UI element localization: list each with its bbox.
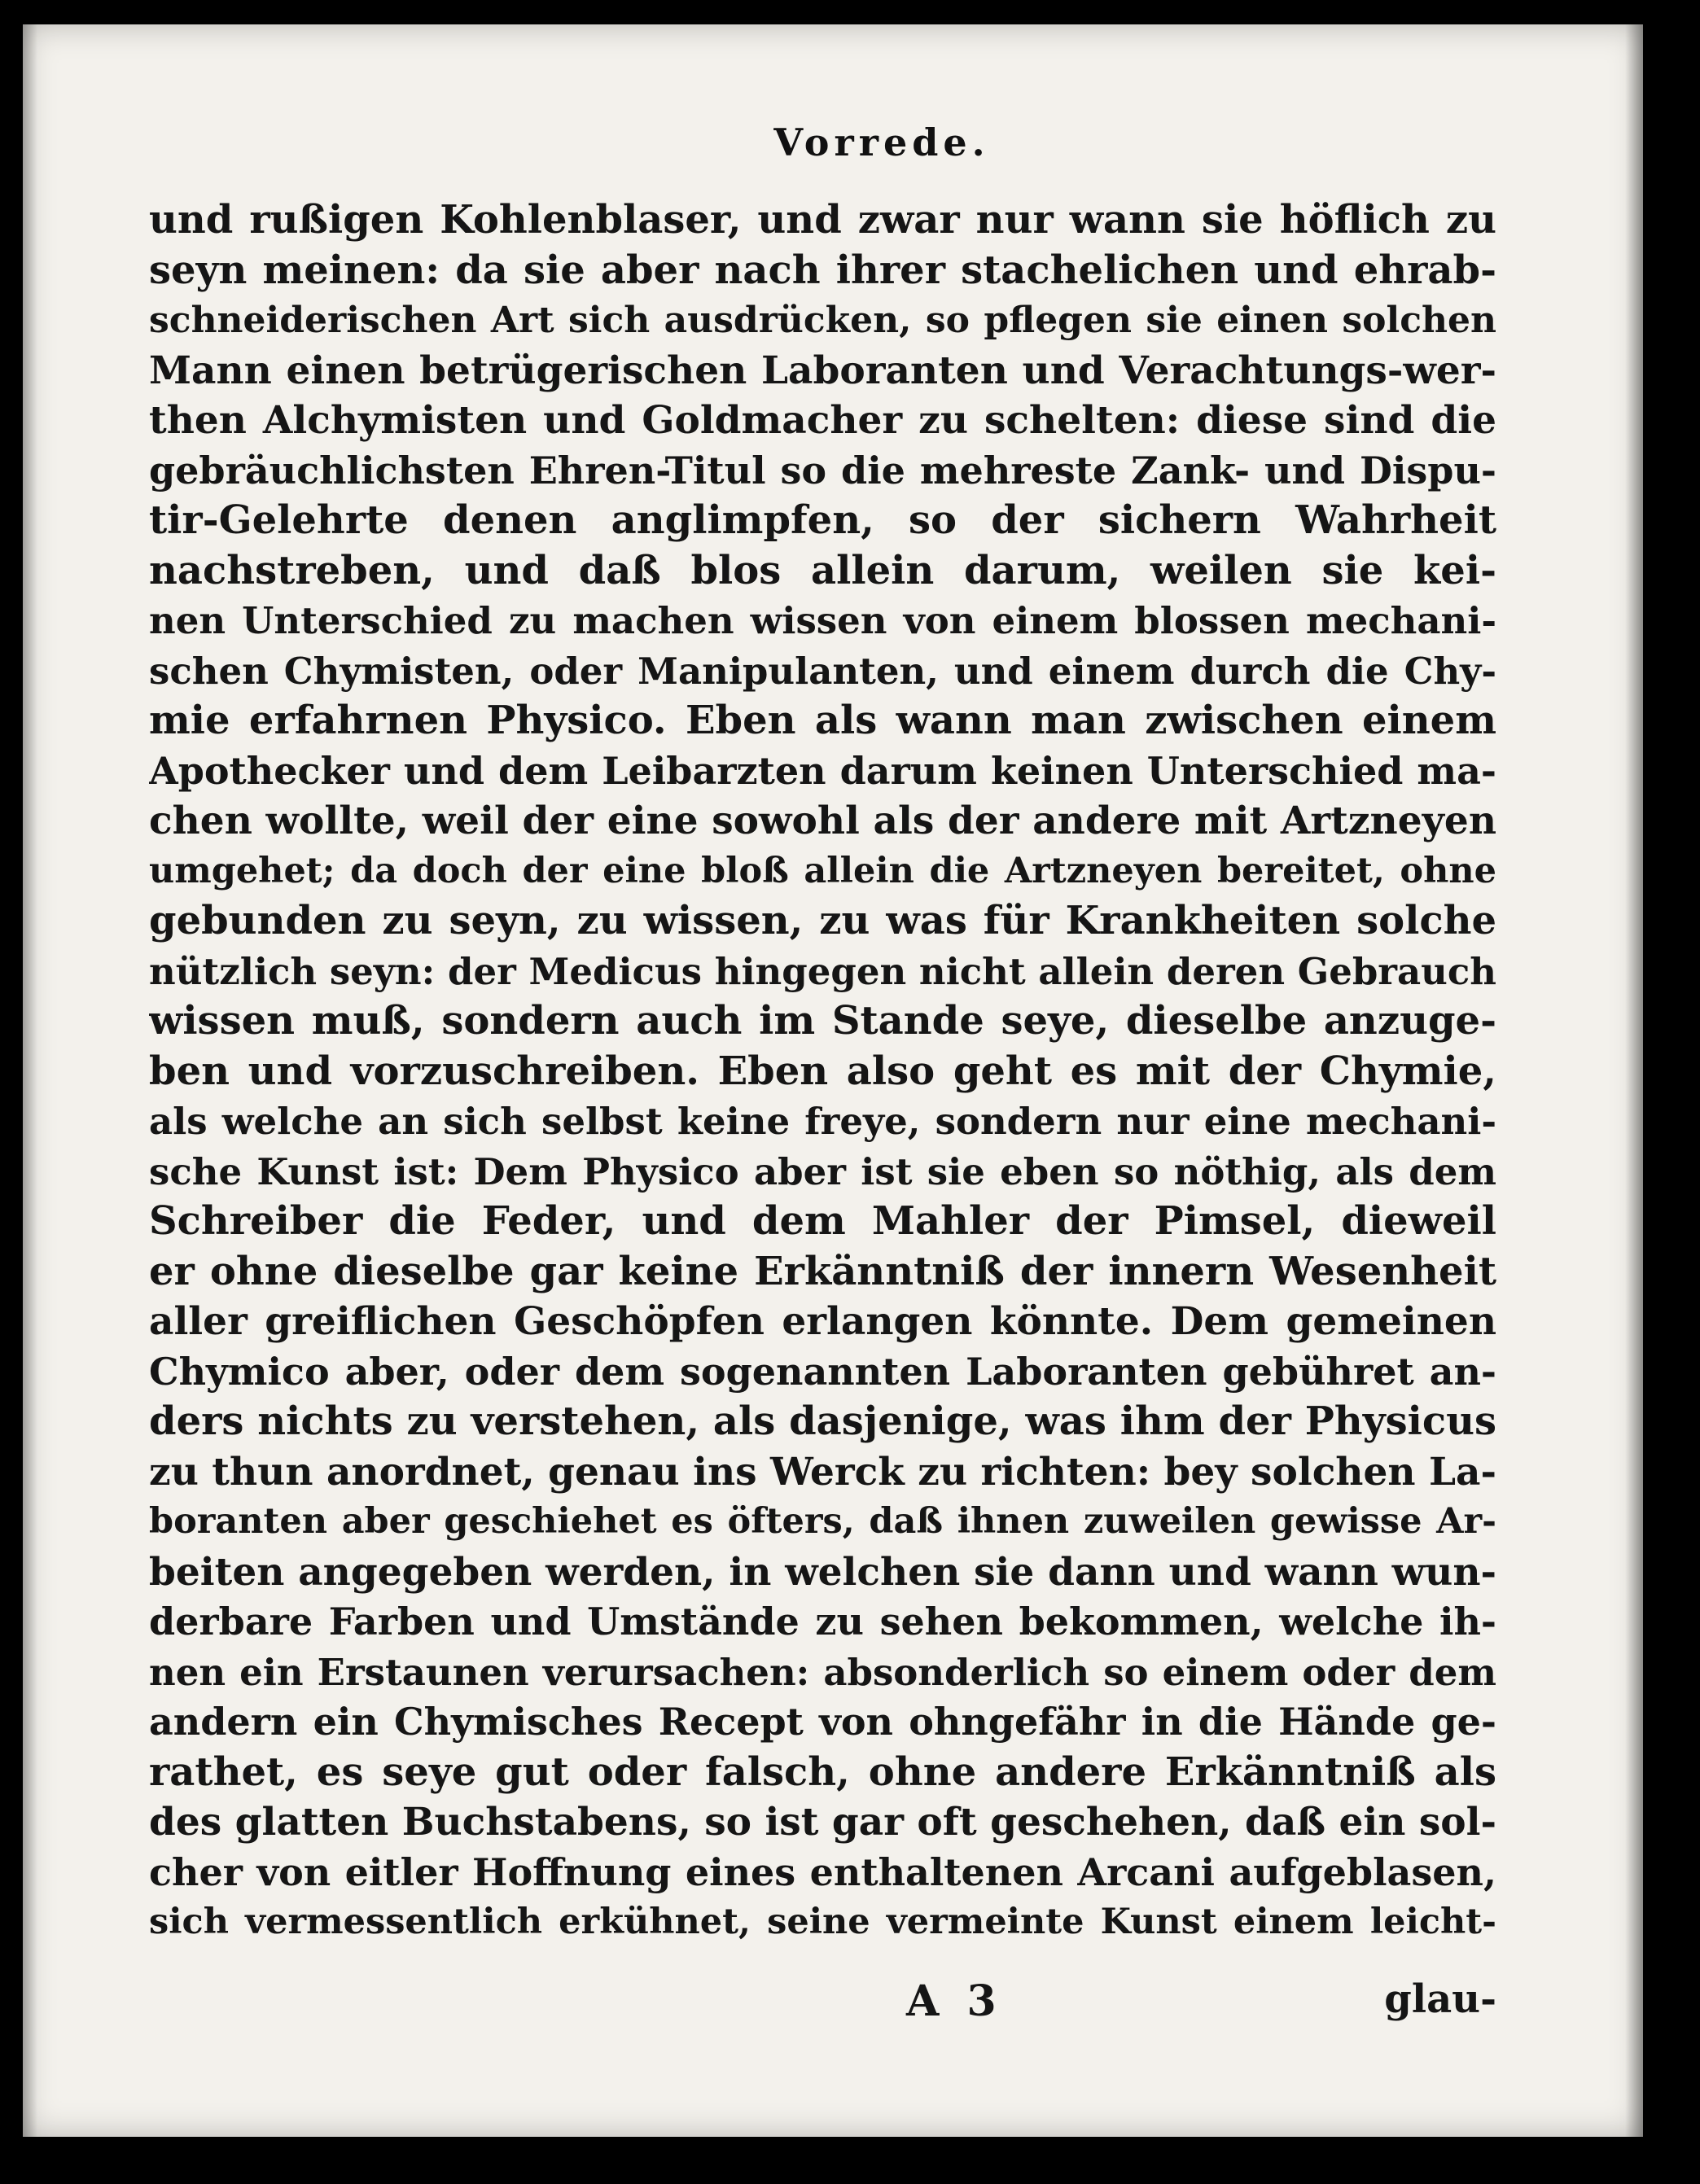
text-line: nachstreben, und daß blos allein darum, weilen sie kei-	[149, 547, 1496, 593]
text-line: chen wollte, weil der eine sowohl als der andere mit Artzneyen	[149, 799, 1496, 843]
text-line: derbare Farben und Umstände zu sehen bekommen, welche ih-	[149, 1600, 1496, 1643]
text-line: sche Kunst ist: Dem Physico aber ist sie eben so nöthig, als dem	[149, 1149, 1496, 1193]
text-line: then Alchymisten und Goldmacher zu schelten: diese sind die	[149, 398, 1496, 443]
signature-mark: A 3	[906, 1976, 1003, 2026]
text-line: sich vermessentlich erkühnet, seine vermeinte Kunst einem leicht-	[149, 1902, 1496, 1942]
text-line: wissen muß, sondern auch im Stande seye, dieselbe anzuge-	[149, 998, 1496, 1044]
text-line: seyn meinen: da sie aber nach ihrer stachelichen und ehrab-	[149, 247, 1496, 293]
text-line: nützlich seyn: der Medicus hingegen nicht allein deren Gebrauch	[149, 949, 1496, 993]
text-line: cher von eitler Hoffnung eines enthaltenen Arcani aufgeblasen,	[149, 1849, 1496, 1894]
text-line: Schreiber die Feder, und dem Mahler der Pimsel, dieweil	[149, 1198, 1496, 1244]
text-line: schen Chymisten, oder Manipulanten, und einem durch die Chy-	[149, 649, 1496, 693]
page-footer	[149, 1976, 1496, 2033]
text-line: ben und vorzuschreiben. Eben also geht es mit der Chymie,	[149, 1048, 1496, 1094]
text-line: Apothecker und dem Leibarzten darum keinen Unterschied ma-	[149, 748, 1496, 793]
text-line: er ohne dieselbe gar keine Erkänntniß der innern Wesenheit	[149, 1248, 1496, 1294]
body-text	[149, 195, 1496, 1948]
page-shadow-right	[1625, 24, 1643, 2137]
text-line: umgehet; da doch der eine bloß allein die Artzneyen bereitet, ohne	[149, 850, 1496, 891]
text-line: schneiderischen Art sich ausdrücken, so pflegen sie einen solchen	[149, 300, 1496, 341]
text-line: ders nichts zu verstehen, als dasjenige, was ihm der Physicus	[149, 1398, 1496, 1444]
text-line: nen Unterschied zu machen wissen von einem blossen mechani-	[149, 599, 1496, 642]
text-line: gebräuchlichsten Ehren-Titul so die mehreste Zank- und Dispu-	[149, 448, 1496, 492]
text-line: aller greiflichen Geschöpfen erlangen könnte. Dem gemeinen	[149, 1299, 1496, 1344]
book-page	[23, 24, 1643, 2137]
text-line: Mann einen betrügerischen Laboranten und Verachtungs-wer-	[149, 348, 1496, 393]
catchword: glau-	[1384, 1976, 1496, 2022]
text-line: tir-Gelehrte denen anglimpfen, so der sichern Wahrheit	[149, 497, 1496, 543]
text-line: und rußigen Kohlenblaser, und zwar nur wann sie höflich zu	[149, 197, 1496, 243]
page-shadow-left	[23, 24, 37, 2137]
running-head: Vorrede.	[773, 120, 990, 164]
text-line: zu thun anordnet, genau ins Werck zu richten: bey solchen La-	[149, 1449, 1496, 1495]
text-line: beiten angegeben werden, in welchen sie dann und wann wun-	[149, 1549, 1496, 1595]
text-line: gebunden zu seyn, zu wissen, zu was für Krankheiten solche	[149, 898, 1496, 943]
text-line: rathet, es seye gut oder falsch, ohne andere Erkänntniß als	[149, 1749, 1496, 1795]
text-line: mie erfahrnen Physico. Eben als wann man zwischen einem	[149, 698, 1496, 743]
text-line: andern ein Chymisches Recept von ohngefähr in die Hände ge-	[149, 1700, 1496, 1744]
text-line: des glatten Buchstabens, so ist gar oft geschehen, daß ein sol-	[149, 1800, 1496, 1845]
text-line: nen ein Erstaunen verursachen: absonderlich so einem oder dem	[149, 1650, 1496, 1694]
text-line: boranten aber geschiehet es öfters, daß ihnen zuweilen gewisse Ar-	[149, 1501, 1496, 1542]
text-line: Chymico aber, oder dem sogenannten Laboranten gebühret an-	[149, 1349, 1496, 1394]
text-line: als welche an sich selbst keine freye, sondern nur eine mechani-	[149, 1100, 1496, 1143]
